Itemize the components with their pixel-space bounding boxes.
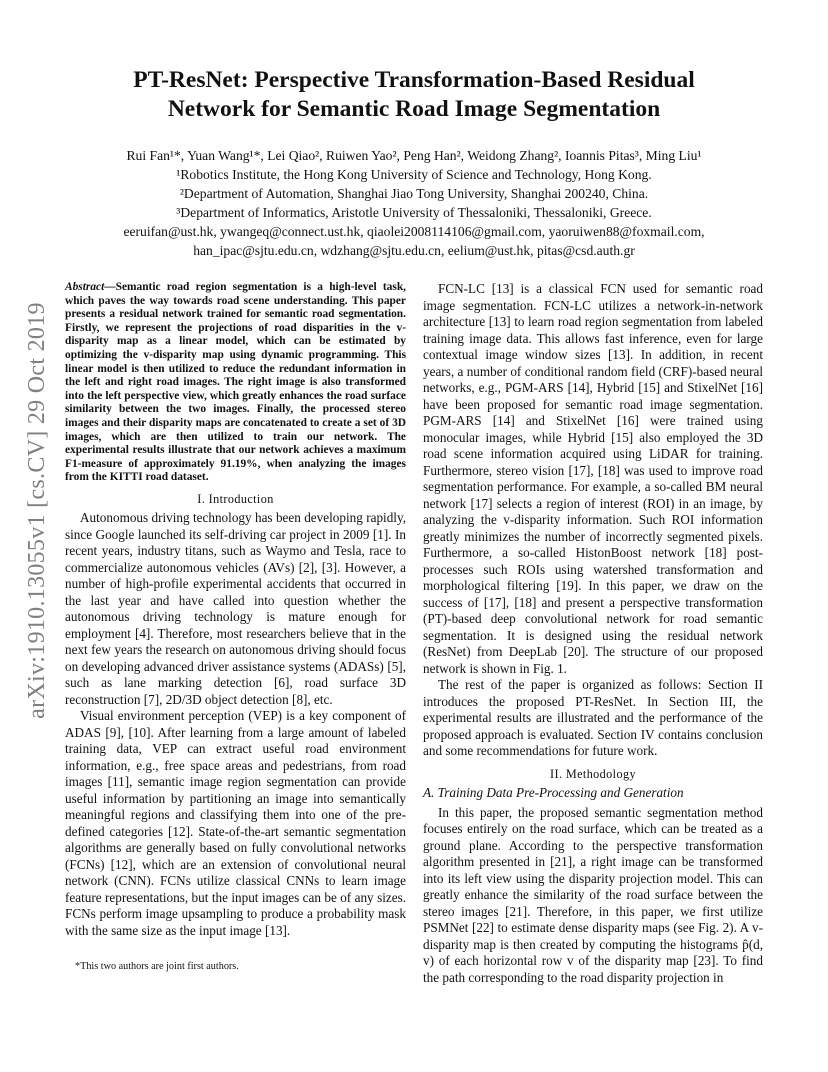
abstract-text: —Semantic road region segmentation is a high-level task, which paves the way towards road scene understanding. This paper presents a residual network trained for semantic road segmentation. Firstly, we represent the projections of road disparities in the v-disparity map as a linear model, which can be estimated by optimizing the v-disparity map using dynamic programming. This linear model is then utilized to reduce the redundant information in the left and right road images. The right image is also transformed into the left perspective view, which greatly enhances the road surface similarity between the two images. Finally, the processed stereo images and their disparity maps are concatenated to create a set of 3D images, which are then utilized to train our network. The experimental results illustrate that our network achieves a maximum F1-measure of approximately 91.19%, when analyzing the images from the KITTI road dataset.: [65, 281, 406, 484]
left-column: [65, 281, 406, 939]
paragraph: Autonomous driving technology has been developing rapidly, since Google launched its self-driving car project in 2009 [1]. In recent years, industry titans, such as Waymo and Tesla, race to commercialize autonomous vehicles (AVs) [2], [3]. However, a number of high-profile experimental accidents that occurred in the last year and have called into question whether the autonomous driving technology is mature enough for employment [4]. Therefore, most researchers believe that in the next few years the research on autonomous driving should focus on developing advanced driver assistance systems (ADASs) [5], such as lane marking detection [6], road surface 3D reconstruction [7], 2D/3D object detection [8], etc.: [65, 510, 406, 707]
abstract: [65, 281, 406, 485]
affiliation: ³Department of Informatics, Aristotle University of Thessaloniki, Thessaloniki, Greece.: [176, 205, 652, 220]
author-emails: han_ipac@sjtu.edu.cn, wdzhang@sjtu.edu.cn, eelium@ust.hk, pitas@csd.auth.gr: [193, 243, 635, 258]
title-line: Network for Semantic Road Image Segmentation: [167, 96, 661, 122]
paragraph: Visual environment perception (VEP) is a key component of ADAS [9], [10]. After learning from a large amount of labeled training data, VEP can extract useful road environment information, e.g., free space areas and pedestrians, from road images [11], semantic image region segmentation can provide useful information by partitioning an image into semantically meaningful regions and classifying them into one of the pre-defined categories [12]. State-of-the-art semantic segmentation algorithms are generally based on fully convolutional networks (FCNs) [12], which are an extension of convolutional neural network (CNN). FCNs utilize classical CNNs to learn image feature representations, but the input images can be of any sizes. FCNs perform image upsampling to produce a probability mask with the same size as the input image [13].: [65, 708, 406, 938]
author-names: Rui Fan¹*, Yuan Wang¹*, Lei Qiao², Ruiwen Yao², Peng Han², Weidong Zhang², Ioannis Pitas³, Ming Liu¹: [126, 148, 702, 163]
author-emails: eeruifan@ust.hk, ywangeq@connect.ust.hk, qiaolei2008114106@gmail.com, yaoruiwen88@foxmail.com,: [123, 224, 705, 239]
right-column: [423, 281, 763, 986]
paragraph: FCN-LC [13] is a classical FCN used for semantic road image segmentation. FCN-LC utilizes a network-in-network architecture [13] to learn road region segmentation from labeled training image data. This allows fast inference, even for large contextual image window sizes [13]. In addition, in recent years, a number of conditional random field (CRF)-based neural networks, e.g., PGM-ARS [14], Hybrid [15] and StixelNet [16] have been proposed for semantic road image segmentation. PGM-ARS [14] and StixelNet [16] were trained using monocular images, while Hybrid [15] also employed the 3D road scene information acquired using LiDAR for training. Furthermore, stereo vision [17], [18] was used to improve road segmentation performance. For example, a so-called BM neural network [17] selects a region of interest (ROI) in an image, by analyzing the v-disparity information. Such ROI information greatly minimizes the number of incorrectly segmented pixels. Furthermore, a so-called HistonBoost network [18] post-processes such ROIs using watershed transformation and morphological filtering [19]. In this paper, we draw on the success of [17], [18] and present a perspective transformation (PT)-based deep convolutional network for road semantic segmentation. It is designed using the residual network (ResNet) from DeepLab [20]. The structure of our proposed network is shown in Fig. 1.: [423, 281, 763, 676]
section-heading-introduction: I. Introduction: [197, 491, 274, 506]
paragraph: The rest of the paper is organized as follows: Section II introduces the proposed PT-ResNet. In Section III, the experimental results are illustrated and the performance of the proposed approach is evaluated. Section IV contains conclusion and some recommendations for future work.: [423, 677, 763, 758]
footnote: *This two authors are joint first authors.: [75, 961, 239, 972]
affiliation: ²Department of Automation, Shanghai Jiao Tong University, Shanghai 200240, China.: [179, 186, 649, 201]
affiliation: ¹Robotics Institute, the Hong Kong University of Science and Technology, Hong Kong.: [176, 167, 652, 182]
subsection-heading: A. Training Data Pre-Processing and Generation: [423, 785, 684, 800]
paragraph: In this paper, the proposed semantic segmentation method focuses entirely on the road surface, which can be treated as a ground plane. According to the perspective transformation algorithm presented in [21], a right image can be transformed into its left view using the disparity projection model. This can greatly enhance the similarity of the road surface between the stereo images [21]. Therefore, in this paper, we first utilize PSMNet [22] to estimate dense disparity maps (see Fig. 2). A v-disparity map is then created by computing the histograms p̂(d, v) of each horizontal row v of the disparity map [23]. To find the path corresponding to the road disparity projection in: [423, 804, 763, 985]
paper-title: [60, 66, 768, 124]
abstract-lead: Abstract: [65, 281, 105, 293]
author-block: [50, 146, 778, 260]
title-line: PT-ResNet: Perspective Transformation-Based Residual: [133, 67, 695, 93]
arxiv-stamp: [17, 290, 57, 730]
arxiv-identifier: arXiv:1910.13055v1 [cs.CV] 29 Oct 2019: [23, 301, 50, 719]
section-heading-methodology: II. Methodology: [550, 766, 636, 781]
